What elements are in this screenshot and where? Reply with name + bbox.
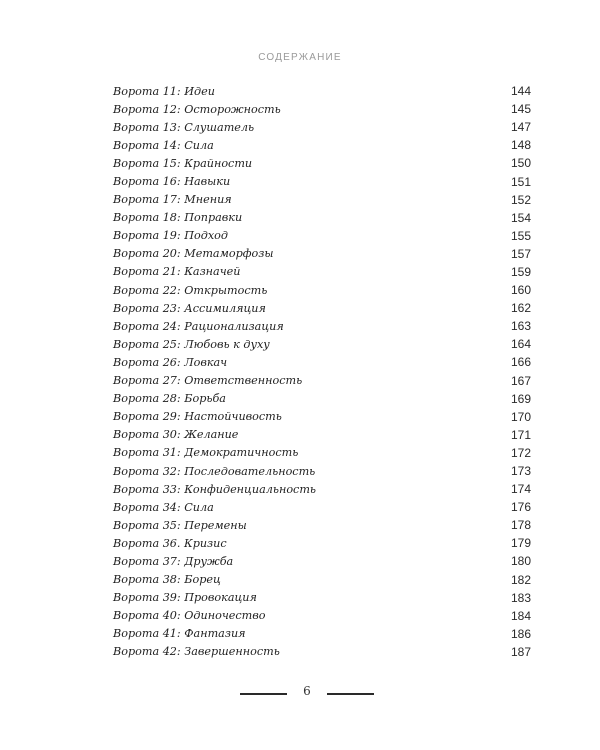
toc-entry-title: Ворота 40: Одиночество — [113, 609, 266, 623]
toc-entry — [113, 335, 531, 353]
toc-entry-page: 172 — [510, 445, 531, 460]
toc-entry — [113, 317, 531, 335]
toc-entry-page: 178 — [510, 518, 531, 533]
toc-entry-title: Ворота 32: Последовательность — [113, 464, 316, 478]
toc-entry-page: 179 — [510, 536, 531, 551]
toc-entry-page: 167 — [510, 373, 531, 388]
toc-entry — [113, 299, 531, 317]
toc-entry-title: Ворота 14: Сила — [113, 138, 214, 152]
toc-entry-title: Ворота 18: Поправки — [113, 211, 243, 225]
toc-entry-page: 160 — [510, 283, 531, 298]
toc-entry-title: Ворота 31: Демократичность — [113, 446, 299, 460]
toc-entry-title: Ворота 35: Перемены — [113, 518, 247, 532]
toc-entry-title: Ворота 13: Слушатель — [113, 120, 255, 134]
toc-entry — [113, 100, 531, 118]
toc-entry — [113, 643, 531, 661]
toc-entry — [113, 534, 531, 552]
toc-entry — [113, 462, 531, 480]
toc-entry-title: Ворота 36. Кризис — [113, 536, 227, 550]
toc-entry — [113, 136, 531, 154]
toc-entry — [113, 353, 531, 371]
toc-entry-page: 171 — [510, 427, 531, 442]
section-header: СОДЕРЖАНИЕ — [258, 52, 342, 63]
toc-entry — [113, 82, 531, 100]
toc-entry — [113, 263, 531, 281]
toc-entry-page: 159 — [510, 264, 531, 279]
toc-entry — [113, 172, 531, 190]
toc-entry — [113, 118, 531, 136]
footer-rule-left — [240, 693, 287, 695]
toc-entry-title: Ворота 27: Ответственность — [113, 374, 303, 388]
toc-entry-page: 145 — [510, 102, 531, 117]
toc-entry — [113, 426, 531, 444]
toc-entry — [113, 191, 531, 209]
toc-entry-page: 180 — [510, 554, 531, 569]
toc-entry — [113, 444, 531, 462]
toc-entry-title: Ворота 12: Осторожность — [113, 102, 281, 116]
toc-entry-page: 183 — [510, 590, 531, 605]
toc-entry-page: 164 — [510, 337, 531, 352]
toc-entry-title: Ворота 28: Борьба — [113, 392, 226, 406]
toc-entry-title: Ворота 15: Крайности — [113, 156, 253, 170]
toc-entry-page: 166 — [510, 355, 531, 370]
toc-entry-title: Ворота 42: Завершенность — [113, 645, 280, 659]
toc-entry — [113, 552, 531, 570]
toc-entry-page: 154 — [510, 210, 531, 225]
toc-entry — [113, 480, 531, 498]
toc-entry-title: Ворота 30: Желание — [113, 428, 239, 442]
toc-entry-title: Ворота 24: Рационализация — [113, 319, 284, 333]
toc-entry-title: Ворота 26: Ловкач — [113, 355, 228, 369]
toc-entry-page: 162 — [510, 301, 531, 316]
toc-entry-page: 157 — [510, 246, 531, 261]
toc-entry-title: Ворота 11: Идеи — [113, 84, 215, 98]
toc-entry — [113, 227, 531, 245]
toc-entry-page: 186 — [510, 626, 531, 641]
toc-entry — [113, 625, 531, 643]
footer-rule-right — [327, 693, 374, 695]
toc-entry-page: 151 — [510, 174, 531, 189]
toc-entry-title: Ворота 17: Мнения — [113, 193, 232, 207]
toc-entry-page: 155 — [510, 228, 531, 243]
toc-entry-page: 176 — [510, 500, 531, 515]
toc-entry-page: 184 — [510, 608, 531, 623]
toc-entry — [113, 209, 531, 227]
toc-entry — [113, 589, 531, 607]
toc-entry-title: Ворота 39: Провокация — [113, 591, 257, 605]
toc-entry-page: 173 — [510, 464, 531, 479]
toc-entry-title: Ворота 38: Борец — [113, 573, 221, 587]
toc-entry-title: Ворота 34: Сила — [113, 500, 214, 514]
toc-entry-title: Ворота 16: Навыки — [113, 175, 231, 189]
toc-entry — [113, 516, 531, 534]
toc-entry-title: Ворота 20: Метаморфозы — [113, 247, 274, 261]
toc-entry — [113, 607, 531, 625]
page-number: 6 — [303, 684, 311, 698]
toc-entry-title: Ворота 37: Дружба — [113, 554, 234, 568]
toc-entry-page: 174 — [510, 482, 531, 497]
toc-entry — [113, 281, 531, 299]
toc-entry-title: Ворота 25: Любовь к духу — [113, 337, 270, 351]
toc-entry — [113, 372, 531, 390]
toc-entry-title: Ворота 21: Казначей — [113, 265, 241, 279]
toc-entry-page: 169 — [510, 391, 531, 406]
toc-entry-page: 147 — [510, 120, 531, 135]
table-of-contents — [113, 82, 531, 661]
toc-entry — [113, 408, 531, 426]
toc-entry — [113, 245, 531, 263]
toc-entry — [113, 498, 531, 516]
toc-entry-page: 163 — [510, 319, 531, 334]
toc-entry-page: 170 — [510, 409, 531, 424]
page-footer — [0, 683, 600, 703]
toc-entry-page: 150 — [510, 156, 531, 171]
toc-entry-title: Ворота 29: Настойчивость — [113, 410, 282, 424]
toc-entry-page: 152 — [510, 192, 531, 207]
toc-entry-title: Ворота 19: Подход — [113, 229, 228, 243]
toc-entry — [113, 390, 531, 408]
toc-entry-page: 187 — [510, 644, 531, 659]
toc-entry-title: Ворота 22: Открытость — [113, 283, 268, 297]
toc-entry — [113, 571, 531, 589]
toc-entry-page: 182 — [510, 572, 531, 587]
toc-entry-title: Ворота 41: Фантазия — [113, 627, 246, 641]
toc-entry-page: 148 — [510, 138, 531, 153]
toc-entry-title: Ворота 33: Конфиденциальность — [113, 482, 317, 496]
toc-entry-page: 144 — [510, 84, 531, 99]
toc-entry — [113, 154, 531, 172]
toc-entry-title: Ворота 23: Ассимиляция — [113, 301, 266, 315]
